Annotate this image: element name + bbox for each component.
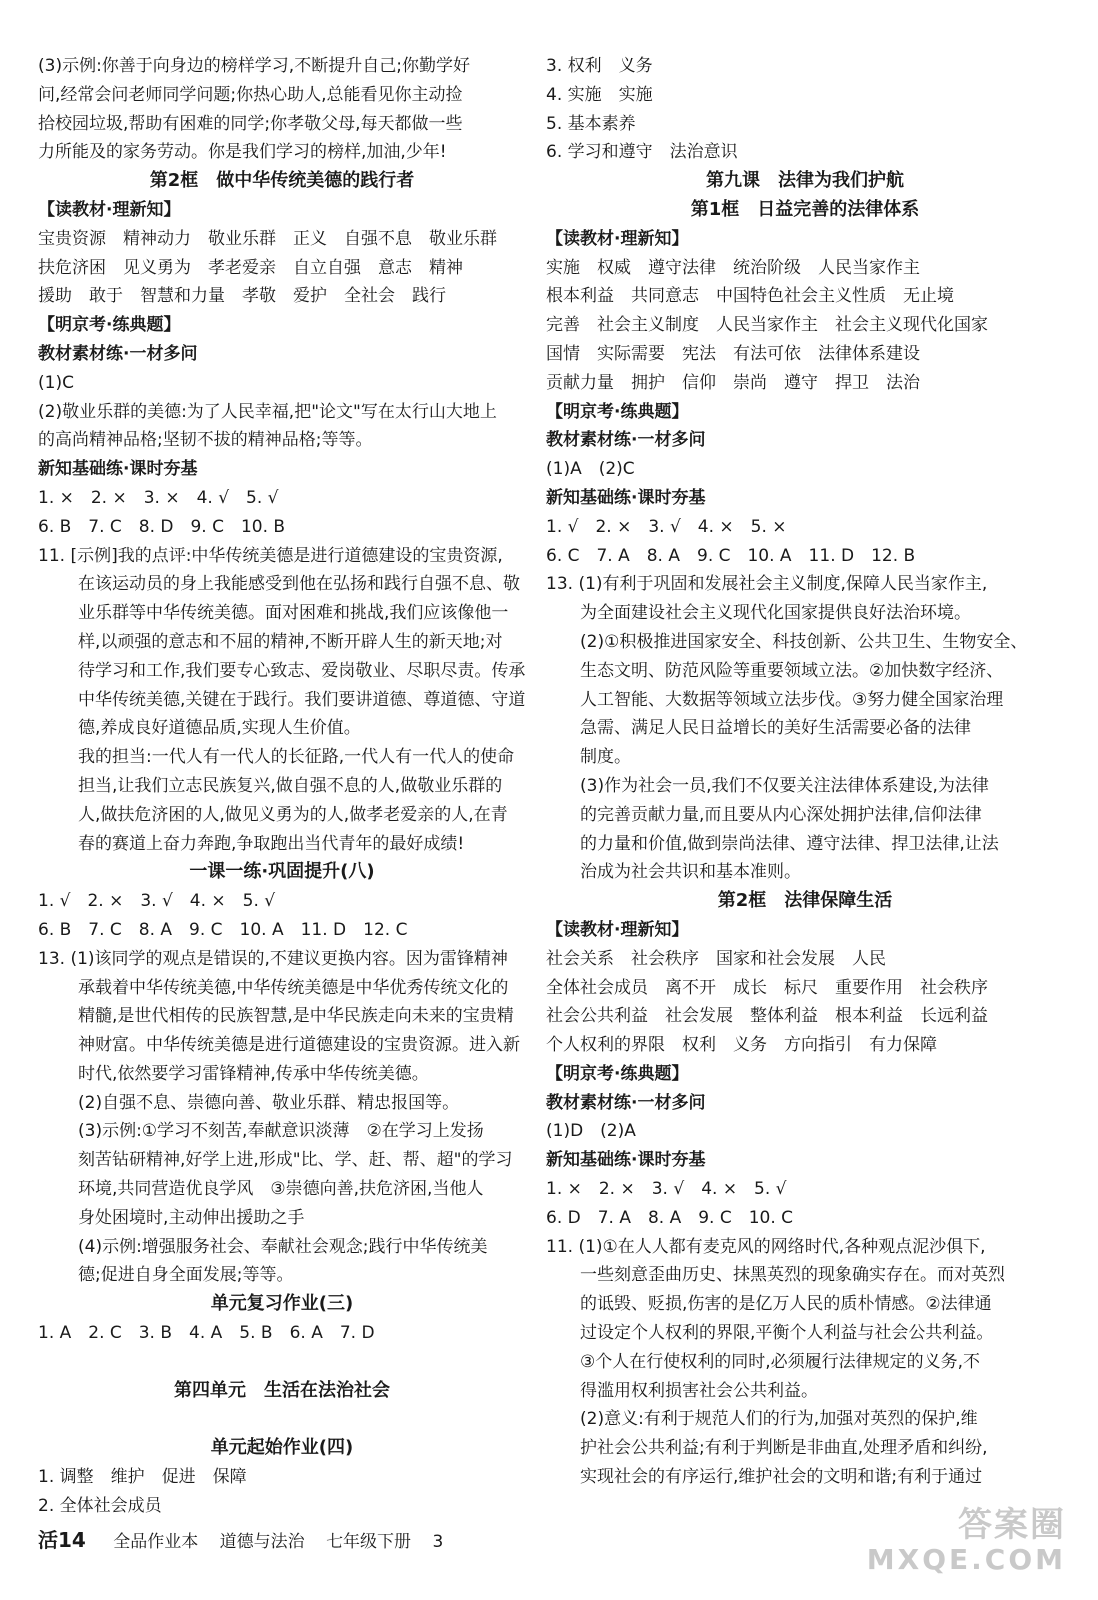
text-line	[38, 1405, 526, 1434]
text-line: 的高尚精神品格;坚韧不拔的精神品格;等等。	[38, 430, 373, 451]
section-label: 【明京考·练典题】	[546, 401, 689, 422]
text-line: 制度。	[580, 747, 631, 768]
section-label: 新知基础练·课时夯基	[546, 1150, 706, 1171]
text-line: 完善 社会主义制度 人民当家作主 社会主义现代化国家	[546, 315, 988, 336]
text-line: 样,以顽强的意志和不屈的精神,不断开辟人生的新天地;对	[78, 631, 503, 652]
text-line: 过设定个人权利的界限,平衡个人利益与社会公共利益。	[580, 1323, 994, 1344]
text-line: 人工智能、大数据等领域立法步伐。③努力健全国家治理	[580, 689, 1004, 710]
text-line	[38, 1348, 526, 1377]
text-line: 德;促进自身全面发展;等等。	[78, 1265, 294, 1286]
text-line: 的诋毁、贬损,伤害的是亿万人民的质朴情感。②法律通	[580, 1294, 992, 1315]
text-line: (2)意义:有利于规范人们的行为,加强对英烈的保护,维	[580, 1409, 978, 1430]
text-line: 全体社会成员 离不开 成长 标尺 重要作用 社会秩序	[546, 977, 988, 998]
text-line: 1. A 2. C 3. B 4. A 5. B 6. A 7. D	[38, 1323, 375, 1344]
text-line: 中华传统美德,关键在于践行。我们要讲道德、尊道德、守道	[78, 689, 526, 710]
text-line: (3)作为社会一员,我们不仅要关注法律体系建设,为法律	[580, 775, 989, 796]
text-line: 扶危济困 见义勇为 孝老爱亲 自立自强 意志 精神	[38, 257, 463, 278]
section-label: 【明京考·练典题】	[38, 315, 181, 336]
subject-name: 道德与法治	[219, 1532, 305, 1552]
text-line: 1. × 2. × 3. √ 4. × 5. √	[546, 1179, 787, 1200]
text-line: 实施 权威 遵守法律 统治阶级 人民当家作主	[546, 257, 920, 278]
text-line: (1)D (2)A	[546, 1121, 636, 1142]
section-label: 教材素材练·一材多问	[546, 1092, 706, 1113]
text-line: 13. (1)有利于巩固和发展社会主义制度,保障人民当家作主,	[546, 574, 988, 595]
text-line: 实现社会的有序运行,维护社会的文明和谐;有利于通过	[580, 1467, 983, 1488]
volume-number: 3	[432, 1532, 444, 1552]
text-line: 神财富。中华传统美德是进行道德建设的宝贵资源。进入新	[78, 1035, 520, 1056]
text-line: 拾校园垃圾,帮助有困难的同学;你孝敬父母,每天都做一些	[38, 113, 463, 134]
right-column	[546, 52, 1064, 1492]
text-line: (1)A (2)C	[546, 459, 635, 480]
text-line: 6. C 7. A 8. A 9. C 10. A 11. D 12. B	[546, 545, 916, 566]
text-line: 身处困境时,主动伸出援助之手	[78, 1207, 305, 1228]
text-line: 承载着中华传统美德,中华传统美德是中华优秀传统文化的	[78, 977, 509, 998]
book-title: 全品作业本	[113, 1532, 199, 1552]
text-line: 宝贵资源 精神动力 敬业乐群 正义 自强不息 敬业乐群	[38, 228, 497, 249]
text-line: (3)示例:①学习不刻苦,奉献意识淡薄 ②在学习上发扬	[78, 1121, 484, 1142]
text-line: 得滥用权利损害社会公共利益。	[580, 1380, 818, 1401]
section-label: 【读教材·理新知】	[38, 199, 181, 220]
text-line: 护社会公共利益;有利于判断是非曲直,处理矛盾和纠纷,	[580, 1438, 988, 1459]
section-heading: 第四单元 生活在法治社会	[174, 1379, 390, 1401]
section-heading: 单元复习作业(三)	[210, 1293, 354, 1315]
text-line: 11. (1)①在人人都有麦克风的网络时代,各种观点泥沙俱下,	[546, 1236, 986, 1257]
text-line: 我的担当:一代人有一代人的长征路,一代人有一代人的使命	[78, 747, 515, 768]
text-line: 2. 全体社会成员	[38, 1495, 162, 1516]
text-line: 德,养成良好道德品质,实现人生价值。	[78, 718, 361, 739]
section-heading: 第1框 日益完善的法律体系	[690, 198, 920, 220]
text-line: (2)自强不息、崇德向善、敬业乐群、精忠报国等。	[78, 1092, 460, 1113]
text-line: 个人权利的界限 权利 义务 方向指引 有力保障	[546, 1035, 937, 1056]
text-line: (2)①积极推进国家安全、科技创新、公共卫生、生物安全、	[580, 631, 1028, 652]
left-column	[38, 52, 526, 1521]
text-line: 一些刻意歪曲历史、抹黑英烈的现象确实存在。而对英烈	[580, 1265, 1005, 1286]
section-label: 【明京考·练典题】	[546, 1063, 689, 1084]
section-label: 教材素材练·一材多问	[546, 430, 706, 451]
text-line: 6. B 7. C 8. A 9. C 10. A 11. D 12. C	[38, 919, 408, 940]
section-label: 教材素材练·一材多问	[38, 343, 198, 364]
text-line: 力所能及的家务劳动。你是我们学习的榜样,加油,少年!	[38, 142, 447, 163]
text-line: 国情 实际需要 宪法 有法可依 法律体系建设	[546, 343, 920, 364]
text-line: 时代,依然要学习雷锋精神,传承中华传统美德。	[78, 1063, 429, 1084]
text-line: (1)C	[38, 372, 74, 393]
text-line: 的力量和价值,做到崇尚法律、遵守法律、捍卫法律,让法	[580, 833, 999, 854]
text-line: 3. 权利 义务	[546, 56, 653, 76]
text-line: 问,经常会问老师同学问题;你热心助人,总能看见你主动捡	[38, 84, 463, 105]
text-line: 5. 基本素养	[546, 113, 636, 134]
section-label: 新知基础练·课时夯基	[546, 487, 706, 508]
text-line: 13. (1)该同学的观点是错误的,不建议更换内容。因为雷锋精神	[38, 948, 508, 969]
watermark-title: 答案圈	[958, 1505, 1066, 1545]
text-line: 1. 调整 维护 促进 保障	[38, 1467, 247, 1488]
section-label: 新知基础练·课时夯基	[38, 459, 198, 480]
text-line: 为全面建设社会主义现代化国家提供良好法治环境。	[580, 603, 971, 624]
text-line: 待学习和工作,我们要专心致志、爱岗敬业、尽职尽责。传承	[78, 660, 526, 681]
text-line: 治成为社会共识和基本准则。	[580, 862, 801, 883]
watermark-logo	[867, 1506, 1066, 1576]
text-line: 精髓,是世代相传的民族智慧,是中华民族走向未来的宝贵精	[78, 1006, 514, 1027]
text-line: 贡献力量 拥护 信仰 崇尚 遵守 捍卫 法治	[546, 372, 920, 393]
text-line: 担当,让我们立志民族复兴,做自强不息的人,做敬业乐群的	[78, 775, 503, 796]
text-line: 社会公共利益 社会发展 整体利益 根本利益 长远利益	[546, 1006, 988, 1027]
section-heading: 第九课 法律为我们护航	[706, 170, 904, 192]
text-line: 业乐群等中华传统美德。面对困难和挑战,我们应该像他一	[78, 603, 509, 624]
text-line: 11. [示例]我的点评:中华传统美德是进行道德建设的宝贵资源,	[38, 545, 503, 566]
grade-label: 七年级下册	[326, 1532, 412, 1552]
section-label: 【读教材·理新知】	[546, 228, 689, 249]
text-line: 援助 敢于 智慧和力量 孝敬 爱护 全社会 践行	[38, 286, 446, 307]
text-line: 4. 实施 实施	[546, 84, 653, 105]
text-line: 1. × 2. × 3. × 4. √ 5. √	[38, 487, 279, 508]
page-footer	[38, 1526, 459, 1556]
section-label: 【读教材·理新知】	[546, 919, 689, 940]
text-line: 环境,共同营造优良学风 ③崇德向善,扶危济困,当他人	[78, 1179, 484, 1200]
text-line: 春的赛道上奋力奔跑,争取跑出当代青年的最好成绩!	[78, 833, 465, 854]
section-heading: 单元起始作业(四)	[210, 1437, 354, 1459]
text-line: 1. √ 2. × 3. √ 4. × 5. ×	[546, 516, 787, 537]
text-line: ③个人在行使权利的同时,必须履行法律规定的义务,不	[580, 1351, 981, 1372]
text-line: 刻苦钻研精神,好学上进,形成"比、学、赶、帮、超"的学习	[78, 1150, 513, 1171]
text-line: 6. B 7. C 8. D 9. C 10. B	[38, 516, 286, 537]
text-line: (3)示例:你善于向身边的榜样学习,不断提升自己;你勤学好	[38, 56, 470, 76]
text-line: (2)敬业乐群的美德:为了人民幸福,把"论文"写在太行山大地上	[38, 401, 497, 422]
text-line: 急需、满足人民日益增长的美好生活需要必备的法律	[580, 718, 971, 739]
section-heading: 第2框 法律保障生活	[717, 890, 893, 912]
section-heading: 第2框 做中华传统美德的践行者	[149, 170, 415, 192]
text-line: 6. 学习和遵守 法治意识	[546, 142, 738, 163]
section-heading: 一课一练·巩固提升(八)	[189, 861, 375, 883]
text-line: 根本利益 共同意志 中国特色社会主义性质 无止境	[546, 286, 954, 307]
text-line: 的完善贡献力量,而且要从内心深处拥护法律,信仰法律	[580, 804, 982, 825]
text-line: 生态文明、防范风险等重要领域立法。②加快数字经济、	[580, 660, 1004, 681]
text-line: 1. √ 2. × 3. √ 4. × 5. √	[38, 891, 276, 912]
watermark-url: MXQE.COM	[866, 1543, 1066, 1576]
page-number: 活14	[38, 1528, 86, 1552]
text-line: 人,做扶危济困的人,做见义勇为的人,做孝老爱亲的人,在青	[78, 804, 508, 825]
text-line: 在该运动员的身上我能感受到他在弘扬和践行自强不息、敬	[78, 574, 520, 595]
text-line: 社会关系 社会秩序 国家和社会发展 人民	[546, 948, 886, 969]
text-line: 6. D 7. A 8. A 9. C 10. C	[546, 1207, 794, 1228]
text-line: (4)示例:增强服务社会、奉献社会观念;践行中华传统美	[78, 1236, 488, 1257]
